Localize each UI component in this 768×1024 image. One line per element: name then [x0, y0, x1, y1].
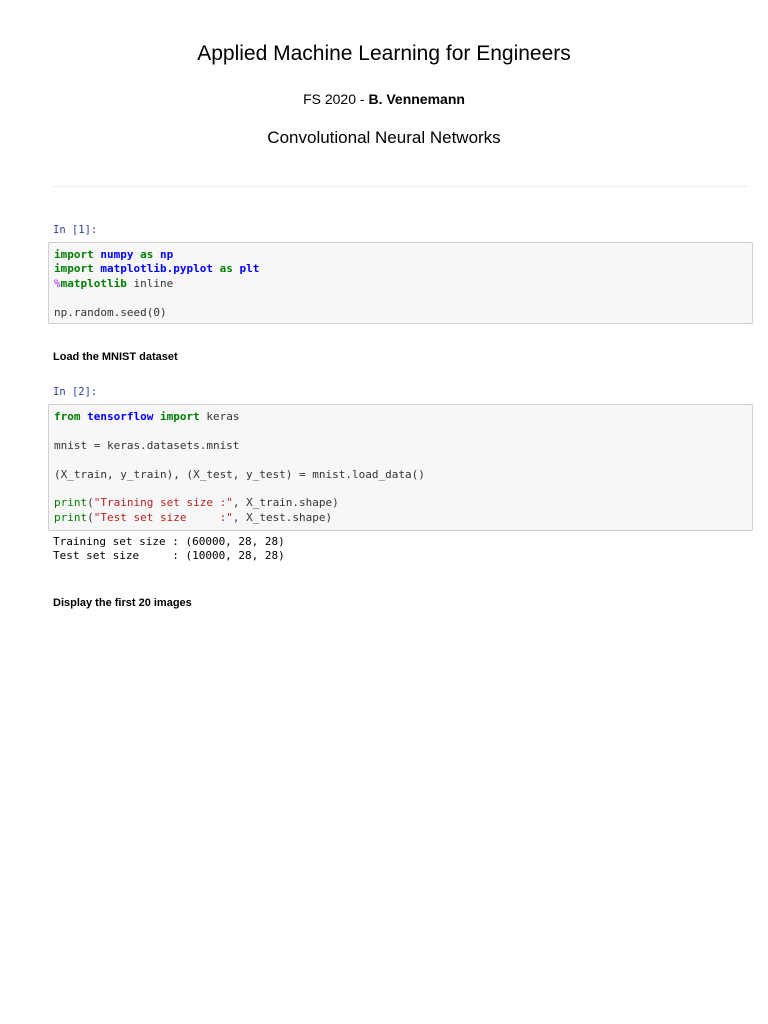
author-name: B. Vennemann	[368, 91, 465, 107]
cell-1-prompt: In [1]:	[53, 224, 98, 236]
code-token: as	[219, 262, 233, 276]
markdown-display-images: Display the first 20 images	[53, 597, 192, 609]
code-token: (	[87, 510, 94, 524]
code-token: keras	[199, 410, 240, 423]
header-divider	[53, 186, 749, 187]
code-cell-1[interactable]	[48, 242, 753, 324]
code-token: as	[140, 248, 154, 261]
code-token: numpy	[100, 248, 134, 261]
code-token	[153, 410, 160, 423]
code-token: matplotlib.pyplot	[100, 262, 213, 276]
code-line	[54, 496, 339, 509]
code-line	[54, 410, 239, 423]
course-term: FS 2020 -	[303, 91, 369, 107]
course-term-author	[0, 91, 768, 107]
output-line: Training set size : (60000, 28, 28)	[53, 535, 285, 548]
markdown-load-mnist: Load the MNIST dataset	[53, 351, 178, 363]
code-cell-2[interactable]	[48, 404, 753, 531]
code-token: (	[87, 496, 94, 510]
output-line: Test set size : (10000, 28, 28)	[53, 549, 285, 563]
section-title: Convolutional Neural Networks	[267, 128, 501, 147]
code-token: "Test set size :"	[93, 510, 233, 524]
code-line	[54, 248, 173, 261]
cell-2-output	[53, 535, 285, 564]
code-token: print	[54, 496, 88, 510]
code-token: from	[54, 410, 81, 423]
code-token: tensorflow	[87, 410, 154, 423]
code-token: np	[160, 248, 174, 261]
code-token: import	[54, 262, 94, 276]
code-token: "Training set size :"	[93, 496, 233, 510]
code-token: matplotlib	[60, 276, 127, 290]
code-line	[54, 439, 239, 452]
code-token: , X_train.shape)	[232, 496, 339, 510]
code-token	[213, 262, 220, 275]
cell-2-prompt: In [2]:	[53, 386, 98, 398]
code-line	[54, 511, 332, 524]
code-line	[54, 306, 167, 319]
code-token: (X_train, y_train), (X_test, y_test) = mnist.load_data()	[54, 467, 425, 481]
code-token: mnist = keras.datasets.mnist	[54, 438, 240, 452]
code-token: plt	[239, 262, 260, 276]
code-cell-1-source[interactable]	[54, 248, 747, 320]
code-token	[153, 248, 160, 261]
code-line	[54, 262, 259, 275]
code-token: np.random.seed(0)	[54, 305, 167, 319]
code-token: print	[54, 510, 88, 524]
page-title: Applied Machine Learning for Engineers	[197, 42, 571, 65]
code-token: inline	[126, 276, 174, 290]
code-token: %	[54, 276, 61, 290]
code-token: , X_test.shape)	[232, 510, 333, 524]
code-token: import	[54, 248, 94, 261]
code-line	[54, 277, 173, 290]
code-line	[54, 468, 425, 481]
code-token: import	[159, 410, 200, 423]
code-cell-2-source[interactable]	[54, 410, 747, 525]
